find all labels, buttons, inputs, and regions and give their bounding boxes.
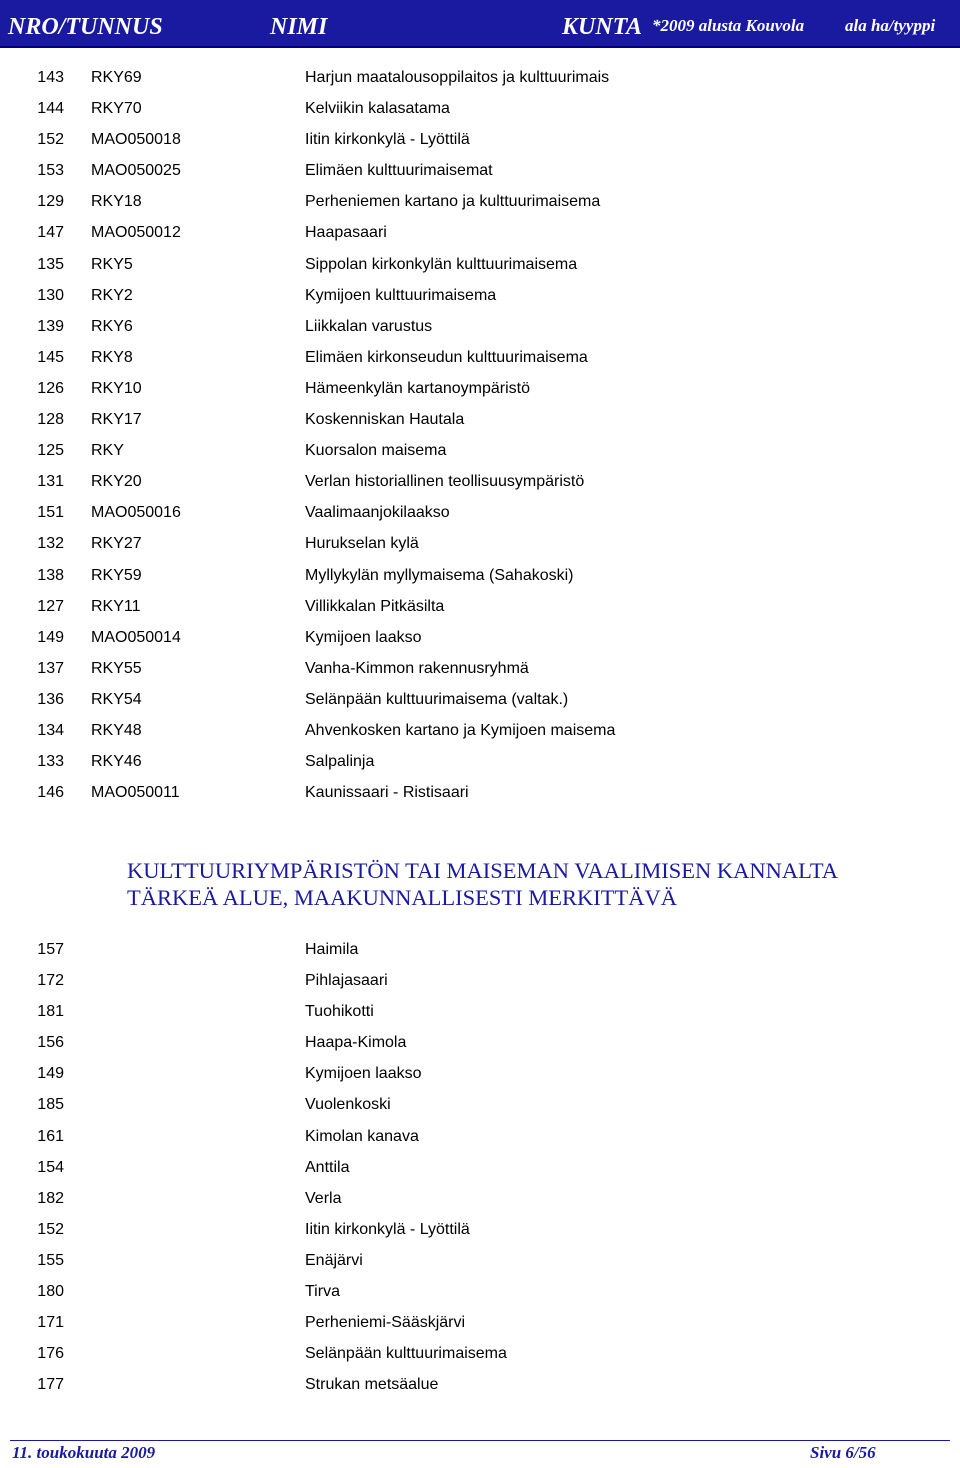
cell-tunnus: RKY48 (91, 721, 142, 739)
list-item (0, 1338, 960, 1369)
section-2-title (127, 857, 887, 911)
cell-nimi: Selänpään kulttuurimaisema (305, 1345, 507, 1363)
list-item (0, 280, 960, 311)
cell-nimi: Haimila (305, 941, 359, 958)
cell-nro: 136 (37, 690, 64, 708)
cell-nimi: Haapasaari (305, 224, 387, 242)
cell-nro: 137 (37, 659, 64, 677)
cell-tunnus: MAO050011 (91, 784, 180, 802)
cell-tunnus: RKY55 (91, 659, 142, 677)
list-item (0, 342, 960, 373)
cell-nimi: Liikkalan varustus (305, 317, 433, 335)
cell-nro: 147 (37, 224, 64, 242)
cell-nimi: Hurukselan kylä (305, 535, 419, 553)
list-item (0, 311, 960, 342)
cell-nro: 139 (37, 317, 64, 335)
cell-nro: 172 (37, 972, 64, 990)
list-item (0, 622, 960, 653)
list-item (0, 653, 960, 684)
section-2-title-line-1: KULTTUURIYMPÄRISTÖN TAI MAISEMAN VAALIMISEN KANNALTA (127, 858, 839, 883)
cell-nro: 180 (37, 1283, 64, 1301)
cell-nimi: Ahvenkosken kartano ja Kymijoen maisema (305, 721, 616, 739)
list-item (0, 1214, 960, 1245)
list-item (0, 217, 960, 248)
cell-nimi: Strukan metsäalue (305, 1376, 439, 1394)
cell-nimi: Salpalinja (305, 753, 375, 771)
cell-nro: 177 (37, 1376, 64, 1394)
footer-page-number: Sivu 6/56 (810, 1443, 876, 1462)
footer-date: 11. toukokuuta 2009 (12, 1443, 156, 1462)
cell-nimi: Iitin kirkonkylä - Lyöttilä (305, 131, 470, 149)
cell-nro: 145 (37, 348, 64, 366)
header-nimi: NIMI (270, 14, 328, 40)
list-item (0, 715, 960, 746)
cell-nro: 152 (37, 1220, 64, 1238)
list-item (0, 528, 960, 559)
header-kunta-note: *2009 alusta Kouvola (652, 16, 805, 35)
cell-tunnus: RKY46 (91, 753, 142, 771)
list-item (0, 560, 960, 591)
cell-nimi: Kymijoen laakso (305, 1065, 422, 1083)
list-item (0, 1307, 960, 1338)
cell-nimi: Enäjärvi (305, 1251, 363, 1269)
list-item (0, 62, 960, 93)
list-item (0, 1369, 960, 1400)
cell-nimi: Kimolan kanava (305, 1127, 419, 1145)
cell-nro: 134 (37, 721, 64, 739)
cell-nro: 149 (37, 1065, 64, 1083)
list-item (0, 155, 960, 186)
cell-tunnus: MAO050025 (91, 162, 181, 180)
page-footer (0, 1440, 960, 1468)
cell-nimi: Kuorsalon maisema (305, 442, 447, 460)
cell-tunnus: MAO050012 (91, 224, 181, 242)
list-item (0, 996, 960, 1027)
list-item (0, 777, 960, 808)
cell-tunnus: RKY (91, 442, 124, 460)
list-item (0, 373, 960, 404)
cell-nimi: Tuohikotti (305, 1003, 374, 1021)
list-item (0, 497, 960, 528)
cell-nimi: Vaalimaanjokilaakso (305, 504, 450, 522)
cell-nimi: Myllykylän myllymaisema (Sahakoski) (305, 566, 574, 584)
cell-tunnus: RKY27 (91, 535, 142, 553)
list-item (0, 1152, 960, 1183)
cell-nimi: Pihlajasaari (305, 972, 388, 990)
section-2-title-line-2: TÄRKEÄ ALUE, MAAKUNNALLISESTI MERKITTÄVÄ (127, 885, 677, 910)
page-header (0, 0, 960, 48)
cell-nimi: Harjun maatalousoppilaitos ja kulttuurimais (305, 69, 610, 86)
list-item (0, 93, 960, 124)
cell-nimi: Perheniemi-Sääskjärvi (305, 1314, 466, 1332)
cell-nro: 132 (37, 535, 64, 553)
cell-nro: 130 (37, 286, 64, 304)
cell-nimi: Haapa-Kimola (305, 1034, 407, 1052)
cell-nro: 125 (37, 442, 64, 460)
cell-nro: 129 (37, 193, 64, 211)
cell-nimi: Verlan historiallinen teollisuusympäristö (305, 473, 585, 491)
cell-nro: 176 (37, 1345, 64, 1363)
cell-nimi: Kelviikin kalasatama (305, 100, 450, 118)
cell-nimi: Tirva (305, 1283, 340, 1301)
section-1-list (0, 62, 960, 808)
list-item (0, 1089, 960, 1120)
cell-tunnus: RKY5 (91, 255, 133, 273)
cell-tunnus: RKY69 (91, 69, 142, 86)
cell-nro: 182 (37, 1189, 64, 1207)
cell-tunnus: RKY17 (91, 411, 142, 429)
cell-nimi: Vuolenkoski (305, 1096, 391, 1114)
cell-nro: 126 (37, 379, 64, 397)
cell-nimi: Vanha-Kimmon rakennusryhmä (305, 659, 529, 677)
cell-nro: 131 (37, 473, 64, 491)
header-ala: ala ha/tyyppi (845, 16, 936, 35)
cell-nimi: Kaunissaari - Ristisaari (305, 784, 469, 802)
cell-nimi: Selänpään kulttuurimaisema (valtak.) (305, 690, 569, 708)
cell-tunnus: RKY2 (91, 286, 133, 304)
list-item (0, 404, 960, 435)
cell-nimi: Perheniemen kartano ja kulttuurimaisema (305, 193, 601, 211)
list-item (0, 934, 960, 965)
list-item (0, 965, 960, 996)
cell-nro: 171 (37, 1314, 64, 1332)
cell-nro: 143 (37, 69, 64, 86)
list-item (0, 466, 960, 497)
cell-tunnus: RKY70 (91, 100, 142, 118)
cell-nro: 135 (37, 255, 64, 273)
cell-tunnus: MAO050016 (91, 504, 181, 522)
cell-tunnus: RKY20 (91, 473, 142, 491)
cell-nro: 138 (37, 566, 64, 584)
cell-nimi: Anttila (305, 1158, 350, 1176)
list-item (0, 591, 960, 622)
cell-nimi: Hämeenkylän kartanoympäristö (305, 379, 530, 397)
list-item (0, 1245, 960, 1276)
cell-tunnus: RKY8 (91, 348, 133, 366)
cell-nro: 152 (37, 131, 64, 149)
cell-nro: 153 (37, 162, 64, 180)
cell-tunnus: RKY54 (91, 690, 142, 708)
cell-nro: 161 (37, 1127, 64, 1145)
cell-nro: 146 (37, 784, 64, 802)
header-nro-tunnus: NRO/TUNNUS (8, 14, 163, 40)
cell-nimi: Koskenniskan Hautala (305, 411, 465, 429)
cell-nimi: Sippolan kirkonkylän kulttuurimaisema (305, 255, 578, 273)
cell-nro: 128 (37, 411, 64, 429)
cell-nro: 151 (37, 504, 64, 522)
cell-tunnus: MAO050014 (91, 628, 181, 646)
cell-nro: 133 (37, 753, 64, 771)
cell-nro: 155 (37, 1251, 64, 1269)
cell-nro: 156 (37, 1034, 64, 1052)
cell-tunnus: RKY6 (91, 317, 133, 335)
cell-tunnus: RKY59 (91, 566, 142, 584)
cell-nimi: Kymijoen laakso (305, 628, 422, 646)
list-item (0, 435, 960, 466)
cell-nro: 154 (37, 1158, 64, 1176)
cell-nro: 185 (37, 1096, 64, 1114)
cell-tunnus: RKY18 (91, 193, 142, 211)
cell-nimi: Iitin kirkonkylä - Lyöttilä (305, 1220, 470, 1238)
footer-rule (10, 1440, 950, 1441)
header-kunta: KUNTA (562, 14, 643, 40)
list-item (0, 249, 960, 280)
cell-nimi: Villikkalan Pitkäsilta (305, 597, 445, 615)
list-item (0, 186, 960, 217)
cell-nimi: Elimäen kulttuurimaisemat (305, 162, 493, 180)
section-2-list (0, 934, 960, 1400)
cell-nro: 149 (37, 628, 64, 646)
cell-nro: 144 (37, 100, 64, 118)
cell-nro: 157 (37, 941, 64, 958)
cell-nimi: Verla (305, 1189, 342, 1207)
list-item (0, 684, 960, 715)
list-item (0, 1276, 960, 1307)
cell-tunnus: RKY11 (91, 597, 141, 615)
list-item (0, 746, 960, 777)
list-item (0, 1058, 960, 1089)
list-item (0, 124, 960, 155)
cell-nro: 127 (37, 597, 64, 615)
list-item (0, 1183, 960, 1214)
cell-tunnus: MAO050018 (91, 131, 181, 149)
cell-tunnus: RKY10 (91, 379, 142, 397)
cell-nro: 181 (37, 1003, 64, 1021)
list-item (0, 1121, 960, 1152)
cell-nimi: Elimäen kirkonseudun kulttuurimaisema (305, 348, 588, 366)
cell-nimi: Kymijoen kulttuurimaisema (305, 286, 497, 304)
list-item (0, 1027, 960, 1058)
